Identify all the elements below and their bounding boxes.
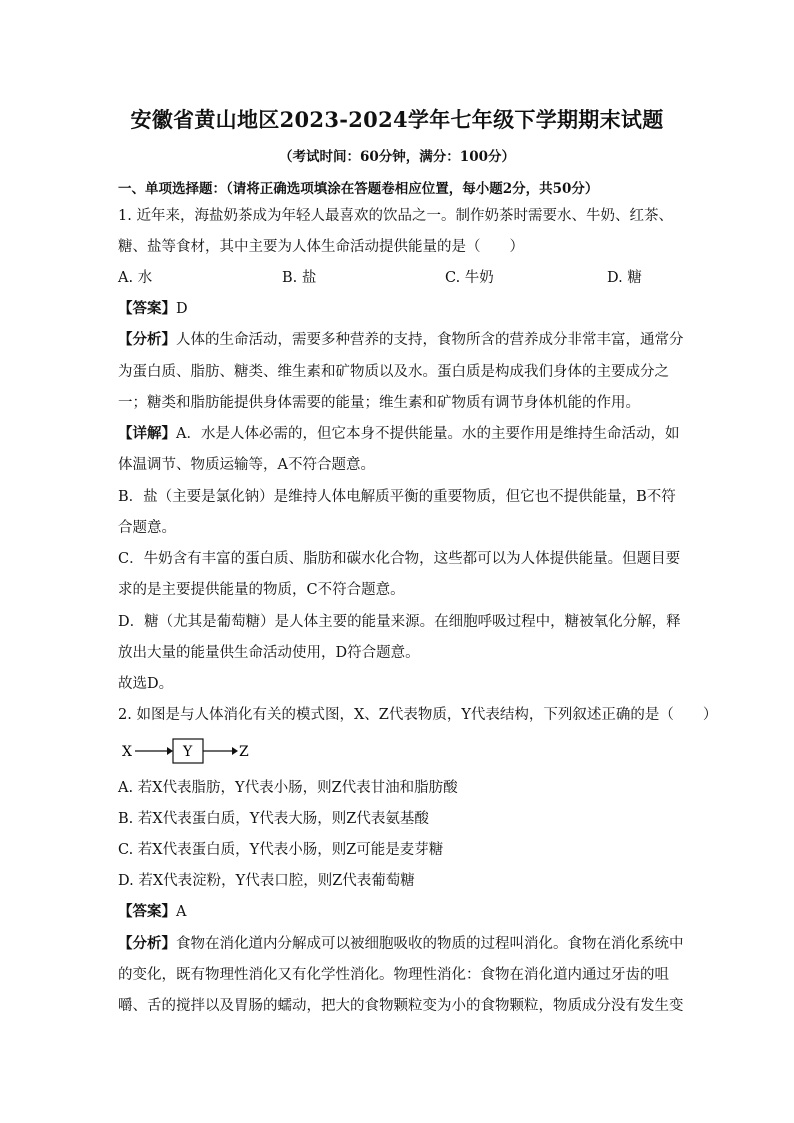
- q1-analysis-line-3: 一；糖类和脂肪能提供身体需要的能量；维生素和矿物质有调节身体机能的作用。: [118, 395, 640, 411]
- q1-answer: [118, 299, 188, 319]
- analysis-tag: 【分析】: [118, 331, 176, 348]
- digestion-flow-diagram: [120, 738, 260, 764]
- q2-stem: 2. 如图是与人体消化有关的模式图，X、Z代表物质，Y代表结构，下列叙述正确的是（ ）: [118, 707, 718, 723]
- detail-text: A．水是人体必需的，但它本身不提供能量。水的主要作用是维持生命活动，如: [176, 426, 680, 442]
- q1-stem-line-2: 糖、盐等食材，其中主要为人体生命活动提供能量的是（ ）: [118, 239, 524, 255]
- q1-detail-line-2: 体温调节、物质运输等，A不符合题意。: [118, 457, 375, 473]
- q2-option-d: D. 若X代表淀粉，Y代表口腔，则Z代表葡萄糖: [118, 873, 415, 889]
- q1-detail-line-5: C．牛奶含有丰富的蛋白质、脂肪和碳水化合物，这些都可以为人体提供能量。但题目要: [118, 551, 681, 567]
- page-title: 安徽省黄山地区2023-2024学年七年级下学期期末试题: [130, 107, 664, 132]
- answer-value: D: [176, 301, 188, 317]
- q1-detail-line-6: 求的是主要提供能量的物质，C不符合题意。: [118, 582, 405, 598]
- q1-option-a: A. 水: [118, 270, 153, 286]
- q2-option-c: C. 若X代表蛋白质，Y代表小肠，则Z可能是麦芽糖: [118, 842, 444, 858]
- q1-detail-line-3: B．盐（主要是氯化钠）是维持人体电解质平衡的重要物质，但它也不提供能量，B不符: [118, 489, 676, 505]
- arrow-head-1: [167, 747, 173, 755]
- q1-detail-line-1: [118, 424, 679, 444]
- q2-option-b: B. 若X代表蛋白质，Y代表大肠，则Z代表氨基酸: [118, 811, 429, 827]
- q1-detail-line-4: 合题意。: [118, 520, 176, 536]
- q2-analysis-line-2: 的变化，既有物理性消化又有化学性消化。物理性消化：食物在消化道内通过牙齿的咀: [118, 967, 669, 983]
- q1-conclusion: 故选D。: [118, 676, 174, 692]
- q1-option-c: C. 牛奶: [445, 270, 494, 286]
- q1-analysis-line-2: 为蛋白质、脂肪、糖类、维生素和矿物质以及水。蛋白质是构成我们身体的主要成分之: [118, 364, 669, 380]
- q2-answer: [118, 902, 186, 922]
- q2-option-a: A. 若X代表脂肪，Y代表小肠，则Z代表甘油和脂肪酸: [118, 780, 458, 796]
- diagram-y-label: Y: [183, 744, 193, 760]
- q1-detail-line-7: D．糖（尤其是葡萄糖）是人体主要的能量来源。在细胞呼吸过程中，糖被氧化分解，释: [118, 614, 681, 630]
- exam-info: （考试时间：60分钟，满分：100分）: [279, 149, 515, 165]
- section-heading: 一、单项选择题：（请将正确选项填涂在答题卷相应位置，每小题2分，共50分）: [118, 181, 599, 197]
- analysis-text: 食物在消化道内分解成可以被细胞吸收的物质的过程叫消化。食物在消化系统中: [176, 936, 684, 952]
- arrow-head-2: [232, 747, 238, 755]
- diagram-x-label: X: [122, 744, 132, 760]
- answer-tag: 【答案】: [118, 903, 176, 920]
- diagram-z-label: Z: [239, 744, 249, 760]
- detail-tag: 【详解】: [118, 425, 176, 442]
- analysis-text: 人体的生命活动，需要多种营养的支持，食物所含的营养成分非常丰富，通常分: [176, 332, 684, 348]
- q1-stem-line-1: 1. 近年来，海盐奶茶成为年轻人最喜欢的饮品之一。制作奶茶时需要水、牛奶、红茶、: [118, 208, 673, 224]
- q2-analysis-line-1: [118, 934, 684, 954]
- answer-value: A: [176, 904, 187, 920]
- q1-option-d: D. 糖: [607, 270, 642, 286]
- q1-detail-line-8: 放出大量的能量供生命活动使用，D符合题意。: [118, 645, 420, 661]
- q1-option-b: B. 盐: [282, 270, 317, 286]
- q1-analysis-line-1: [118, 330, 684, 350]
- analysis-tag: 【分析】: [118, 935, 176, 952]
- q2-analysis-line-3: 嚼、舌的搅拌以及胃肠的蠕动，把大的食物颗粒变为小的食物颗粒，物质成分没有发生变: [118, 998, 684, 1014]
- answer-tag: 【答案】: [118, 300, 176, 317]
